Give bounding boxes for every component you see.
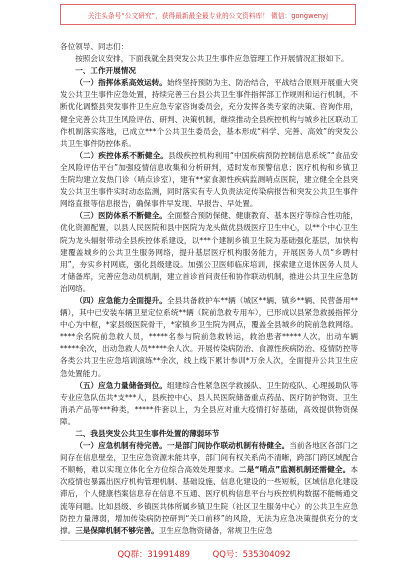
paragraph-heading: （一）指挥体系高效运转。 bbox=[75, 78, 167, 88]
footer-divider bbox=[60, 540, 358, 541]
salutation: 各位领导、同志们： bbox=[60, 42, 129, 51]
paragraph-medical-system bbox=[60, 210, 358, 295]
paragraph-text: 本次疫情也暴露出医疗机构管理机制、基础设施、信息化建设的一些短板，区域信息化建设滞后，个人健康档案信息存在信息不互通、医疗机构信息平台与疾控机构数据不能畅通交流等问题。比如县级、乡镇医共体所属乡镇卫生院（社区卫生服务中心）的公共卫生应急防控力量薄弱，增加传染病防控研判“关口前移”的风险，无法为应急决策提供充分的支撑。 bbox=[60, 465, 358, 535]
paragraph-cdc-system bbox=[60, 150, 358, 210]
paragraph-subheading: 一是部门间协作联动机制有待健全。 bbox=[166, 441, 290, 451]
paragraph-heading: （四）应急能力全面提升。 bbox=[75, 295, 167, 305]
paragraph-text: 始终坚持预防为主、防治结合，平战结合原则开展重大突发公共卫生事件应急处置，持续完善三台县公共卫生事件指挥部工作规则和运行机制，不断优化调整县突发事件卫生应急专家咨询委员会，充分发挥各类专家的决策、咨询作用，健全完善公共卫生风险评估、研判、决策机制，继续推动全县疾控机构与城乡社区联动工作机制落实落地，已成立***个公共卫生委员会，基本形成“科学、完善、高效”的突发公共卫生事件防控体系。 bbox=[60, 78, 359, 148]
paragraph-command-system bbox=[60, 77, 358, 150]
paragraph-emergency-capacity bbox=[60, 295, 358, 380]
paragraph-mechanism bbox=[60, 440, 358, 537]
paragraph-reserve bbox=[60, 380, 358, 428]
qq-group: QQ群：31991489 bbox=[117, 549, 190, 559]
paragraph-heading: （二）疾控体系不断健全。 bbox=[75, 150, 169, 160]
document-body bbox=[60, 41, 358, 537]
intro-paragraph: 按照会议安排，下面我就全县突发公共卫生事件应急管理工作开展情况汇报如下。 bbox=[75, 54, 349, 64]
paragraph-heading: （五）应急力量储备到位。 bbox=[75, 380, 167, 390]
paragraph-heading: （三）医防体系不断健全。 bbox=[75, 211, 167, 221]
paragraph-text: 卫生应急物资储备，常规卫生应急 bbox=[158, 525, 273, 535]
section-heading-1: 一、工作开展情况 bbox=[75, 66, 136, 76]
paragraph-text: 当前各地区各部门之间存在信息壁垒，卫生应急资源未能共享，部门间有权关系尚不清晰，跨部门跨区域配合不顺畅，难以实现立体化全方位综合高效处理要求。 bbox=[60, 441, 359, 475]
qq-number: QQ号：535304092 bbox=[212, 549, 291, 559]
paragraph-subheading: 二是“哨点”监测机制还需健全。 bbox=[238, 465, 351, 475]
paragraph-heading: （一）应急机制有待完善。 bbox=[75, 441, 167, 451]
paragraph-text: 县级疾控机构利用“中国疾病预防控制信息系统”“食品安全风险评估平台”加强疫情信息收集和分析研判，适时发布预警信息；医疗机构和乡镇卫生院均建立发热门诊（哨点诊室），建有**家食源性疾病监测哨点医院，建立健全全县突发公共卫生事件实时动态监测，同时落实有专人负责法定传染病报告和突发公共卫生事件网络直报等信息报告，确保事件早发现、早报告、早处置。 bbox=[60, 150, 358, 209]
paragraph-subheading: 三是保障机制不够完善。 bbox=[75, 525, 159, 535]
promo-banner: 关注头条号“公文研究”，获得最新最全最专业的公文资料库！ 微信：gongwenyj bbox=[60, 4, 356, 25]
page-footer bbox=[0, 548, 408, 560]
section-heading-2: 二、我县突发公共卫生事件处置的薄弱环节 bbox=[75, 429, 220, 438]
paragraph-text: 全面整合预防保健、健康教育、基本医疗等综合性功能，优化资源配置，以县人民医院和县中医院为龙头做优县级医疗卫生中心，以**个中心卫生院为龙头辐射带动全县疾控体系建设，以***个建制乡镇卫生院为基础强化基层，加快构建覆盖城乡的公共卫生服务网络，提升基层医疗机构服务能力，开展医务人员“乡聘村用”，夯实乡村网底，强化县级建设。加强公卫医师临床培训，探索建立退休医务人员人才储备库，完善应急动员机制，建立首诊首问责任和协作联动机制，推进公共卫生应急防治网络。 bbox=[60, 211, 359, 293]
paragraph-text: 组建综合性紧急医学救援队、卫生防疫队、心理援助队等专业应急队伍共*支***人，县疾控中心、县人民医院储备重点药品、医疗防护物资、卫生消杀产品等***种类，*****件套以上，为全县应对重大疫情打好基础，高效提供物资保障。 bbox=[60, 380, 359, 426]
paragraph-text: 全县共备救护车**辆（城区**辆、镇乡**辆、民营备用**辆），其中已安装车辆卫星定位系统**辆（院前急救专用车），已形成以县紧急救援指挥分中心为中枢，*家县级医院骨干，*家镇乡卫生院为网点，覆盖全县城乡的院前急救网络。****余名院前急救人员，*****名参与院前急救转运，救治患者*****人次，出动车辆*****余次，出动急救人员*****余人次。开展传染病防治、食源性疾病防治、疫情防控等各类公共卫生应急培训演练**余次，线上线下累计参训*万余人次，全面提升公共卫生应急处置能力。 bbox=[60, 295, 359, 378]
